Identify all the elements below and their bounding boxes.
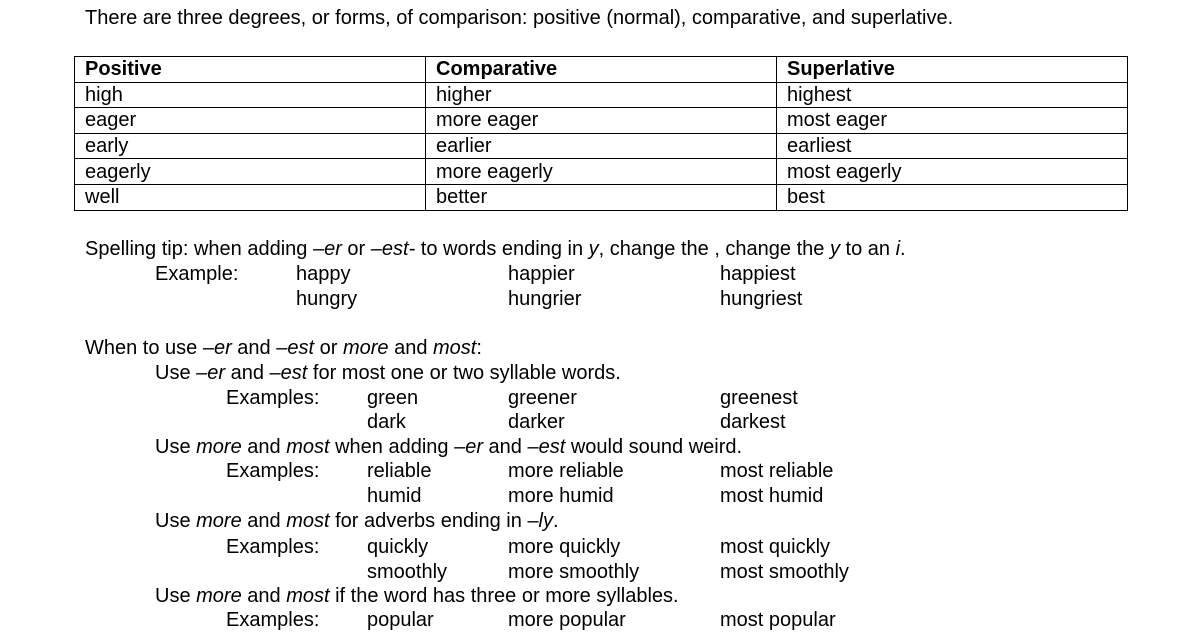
table-row	[75, 82, 1128, 108]
text-run: more	[342, 337, 389, 359]
text-run: y	[829, 238, 840, 260]
text-run: Use	[155, 510, 197, 532]
table-row	[75, 108, 1128, 134]
text-run: .	[900, 238, 906, 260]
rule-2	[155, 435, 742, 459]
text-run: and	[241, 585, 287, 607]
example-word: hungry	[296, 288, 358, 310]
header-positive: Positive	[75, 57, 426, 83]
example-word: happier	[508, 263, 575, 285]
text-run: when adding	[329, 436, 455, 458]
text-run: to an	[839, 238, 896, 260]
table-cell: most eagerly	[777, 159, 1128, 185]
text-run: for most one or two syllable words.	[307, 362, 621, 384]
table-cell: higher	[426, 82, 777, 108]
text-run: most	[433, 337, 477, 359]
example-word: dark	[367, 411, 406, 433]
example-word: happiest	[720, 263, 796, 285]
table-cell: more eager	[426, 108, 777, 134]
example-word: reliable	[367, 460, 432, 482]
table-cell: eager	[75, 108, 426, 134]
text-run: Use	[155, 585, 197, 607]
text-run: –er	[202, 337, 232, 359]
when-heading	[85, 336, 482, 360]
examples-label: Examples:	[226, 460, 320, 482]
text-run: When to use	[85, 337, 203, 359]
example-word: most humid	[720, 485, 824, 507]
table-row	[75, 159, 1128, 185]
example-word: more reliable	[508, 460, 624, 482]
example-word: greenest	[720, 387, 798, 409]
text-run: more	[196, 585, 242, 607]
text-run: more	[196, 510, 242, 532]
text-run: .	[553, 510, 559, 532]
text-run: –er	[454, 436, 483, 458]
table-row	[75, 184, 1128, 210]
example-word: popular	[367, 609, 434, 631]
text-run: :	[476, 337, 482, 359]
example-word: more popular	[508, 609, 626, 631]
text-run: i	[895, 238, 901, 260]
text-run: –est	[269, 362, 308, 384]
example-word: most quickly	[720, 536, 831, 558]
text-run: and	[225, 362, 270, 384]
table-cell: most eager	[777, 108, 1128, 134]
text-run: if the word has three or more syllables.	[329, 585, 679, 607]
table-cell: high	[75, 82, 426, 108]
table-cell: earliest	[777, 133, 1128, 159]
table-cell: well	[75, 184, 426, 210]
text-run: –est	[276, 337, 315, 359]
text-run: and	[241, 436, 287, 458]
text-run: y	[588, 238, 599, 260]
header-superlative: Superlative	[777, 57, 1128, 83]
examples-label: Examples:	[226, 609, 320, 631]
example-word: green	[367, 387, 419, 409]
text-run: most	[286, 510, 330, 532]
text-run: and	[482, 436, 528, 458]
rule-4	[155, 584, 679, 608]
example-word: darker	[508, 411, 565, 433]
example-word: humid	[367, 485, 422, 507]
text-run: –er	[312, 238, 342, 260]
table-header-row	[75, 57, 1128, 83]
table-cell: best	[777, 184, 1128, 210]
text-run: would sound weird.	[565, 436, 743, 458]
comparison-table	[74, 56, 1128, 211]
table-cell: better	[426, 184, 777, 210]
text-run: or	[314, 337, 343, 359]
examples-label: Examples:	[226, 387, 320, 409]
text-run: –est-	[370, 238, 416, 260]
example-label: Example:	[155, 263, 239, 285]
text-run: Use	[155, 436, 197, 458]
table-cell: earlier	[426, 133, 777, 159]
example-word: greener	[508, 387, 577, 409]
table-row	[75, 133, 1128, 159]
text-run: most	[286, 436, 330, 458]
example-word: hungrier	[508, 288, 582, 310]
intro-text: There are three degrees, or forms, of comparison: positive (normal), comparative, and superlative.	[85, 7, 954, 29]
example-word: darkest	[720, 411, 786, 433]
example-word: hungriest	[720, 288, 803, 310]
example-word: smoothly	[367, 561, 448, 583]
example-word: most popular	[720, 609, 836, 631]
text-run: for adverbs ending in	[329, 510, 528, 532]
example-word: quickly	[367, 536, 429, 558]
text-run: most	[286, 585, 330, 607]
text-run: –er	[196, 362, 226, 384]
table-cell: highest	[777, 82, 1128, 108]
text-run: more	[196, 436, 242, 458]
rule-1	[155, 361, 621, 385]
example-word: most reliable	[720, 460, 834, 482]
text-run: –est	[527, 436, 566, 458]
header-comparative: Comparative	[426, 57, 777, 83]
example-word: more smoothly	[508, 561, 640, 583]
table-cell: early	[75, 133, 426, 159]
text-run: or	[341, 238, 371, 260]
examples-label: Examples:	[226, 536, 320, 558]
example-word: more humid	[508, 485, 614, 507]
rule-3	[155, 509, 559, 533]
text-run: Use	[155, 362, 197, 384]
spelling-tip	[85, 237, 906, 261]
text-run: Spelling tip: when adding	[85, 238, 313, 260]
example-word: most smoothly	[720, 561, 849, 583]
text-run: and	[231, 337, 277, 359]
text-run: to words ending in	[415, 238, 589, 260]
text-run: and	[388, 337, 434, 359]
text-run: and	[241, 510, 287, 532]
example-word: more quickly	[508, 536, 621, 558]
table-cell: eagerly	[75, 159, 426, 185]
text-run: –ly	[527, 510, 554, 532]
text-run: , change the , change the	[598, 238, 830, 260]
example-word: happy	[296, 263, 351, 285]
table-cell: more eagerly	[426, 159, 777, 185]
